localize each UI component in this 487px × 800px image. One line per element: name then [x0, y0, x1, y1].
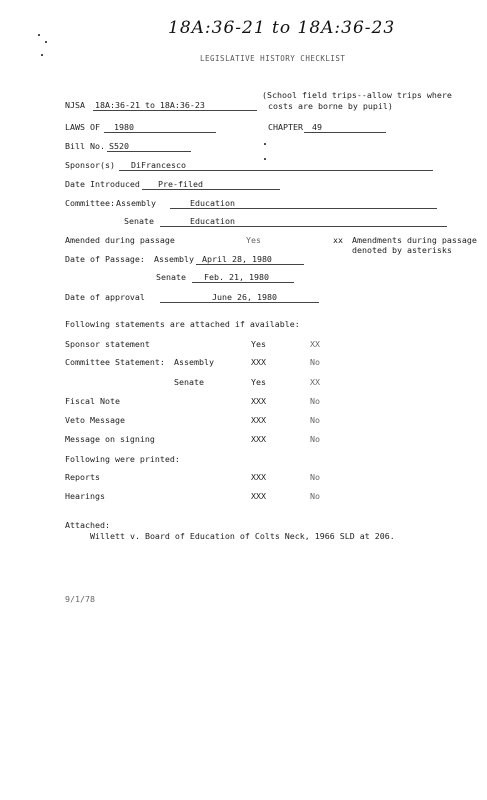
statement-label: Message on signing — [65, 434, 155, 444]
amended-no-mark: xx — [333, 235, 343, 245]
bill-no-label: Bill No. — [65, 141, 105, 151]
amended-note-line1: Amendments during passage — [352, 235, 477, 245]
statement-no-mark: No — [310, 415, 320, 425]
statement-yes-mark: XXX — [251, 415, 266, 425]
statement-no-mark: No — [310, 434, 320, 444]
committee-assembly-label: Assembly — [116, 198, 156, 208]
attached-label: Attached: — [65, 520, 110, 530]
statement-label: Sponsor statement — [65, 339, 150, 349]
chapter-label: CHAPTER — [268, 122, 303, 132]
approval-value: June 26, 1980 — [160, 292, 319, 303]
bill-no-value: S520 — [107, 141, 191, 152]
following-attached-heading: Following statements are attached if available: — [65, 319, 300, 329]
page-title: LEGISLATIVE HISTORY CHECKLIST — [200, 54, 346, 63]
laws-of-label: LAWS OF — [65, 122, 100, 132]
passage-label: Date of Passage: — [65, 254, 145, 264]
committee-label: Committee: — [65, 198, 115, 208]
passage-assembly-value: April 28, 1980 — [196, 254, 304, 265]
statement-yes-mark: XXX — [251, 357, 266, 367]
amended-yes: Yes — [246, 235, 261, 245]
scan-speck — [45, 41, 47, 43]
statement-label: Veto Message — [65, 415, 125, 425]
statement-yes-mark: Yes — [251, 377, 266, 387]
printed-yes-mark: XXX — [251, 491, 266, 501]
njsa-label: NJSA — [65, 100, 85, 110]
statement-no-mark: XX — [310, 339, 320, 349]
passage-assembly-label: Assembly — [154, 254, 194, 264]
amended-note-line2: denoted by asterisks — [352, 245, 452, 255]
scan-speck — [264, 143, 266, 145]
sponsor-value: DiFrancesco — [119, 160, 433, 171]
committee-assembly-value: Education — [170, 198, 437, 209]
statement-no-mark: No — [310, 396, 320, 406]
date-introduced-label: Date Introduced — [65, 179, 140, 189]
printed-no-mark: No — [310, 472, 320, 482]
statement-label: Committee Statement: — [65, 357, 165, 367]
statement-yes-mark: XXX — [251, 434, 266, 444]
handwritten-statute-range: 18A:36-21 to 18A:36-23 — [168, 18, 396, 38]
passage-senate-value: Feb. 21, 1980 — [192, 272, 294, 283]
statement-yes-mark: XXX — [251, 396, 266, 406]
statement-label: Fiscal Note — [65, 396, 120, 406]
printed-no-mark: No — [310, 491, 320, 501]
footer-date: 9/1/78 — [65, 594, 95, 604]
following-printed-heading: Following were printed: — [65, 454, 180, 464]
scan-speck — [38, 34, 40, 36]
njsa-note-line2: costs are borne by pupil) — [268, 101, 393, 111]
printed-label: Reports — [65, 472, 100, 482]
statement-no-mark: XX — [310, 377, 320, 387]
amended-label: Amended during passage — [65, 235, 175, 245]
sponsor-label: Sponsor(s) — [65, 160, 115, 170]
date-introduced-value: Pre-filed — [142, 179, 280, 190]
statement-sublabel: Senate — [174, 377, 204, 387]
statement-no-mark: No — [310, 357, 320, 367]
printed-yes-mark: XXX — [251, 472, 266, 482]
passage-senate-label: Senate — [156, 272, 186, 282]
approval-label: Date of approval — [65, 292, 145, 302]
scan-speck — [41, 54, 43, 56]
njsa-value: 18A:36-21 to 18A:36-23 — [93, 100, 257, 111]
attached-citation: Willett v. Board of Education of Colts Neck, 1966 SLD at 206. — [90, 531, 395, 541]
statement-yes-mark: Yes — [251, 339, 266, 349]
chapter-value: 49 — [304, 122, 386, 133]
committee-senate-label: Senate — [124, 216, 154, 226]
committee-senate-value: Education — [160, 216, 447, 227]
printed-label: Hearings — [65, 491, 105, 501]
njsa-note-line1: (School field trips--allow trips where — [262, 90, 452, 100]
statement-sublabel: Assembly — [174, 357, 214, 367]
laws-of-value: 1980 — [104, 122, 216, 133]
